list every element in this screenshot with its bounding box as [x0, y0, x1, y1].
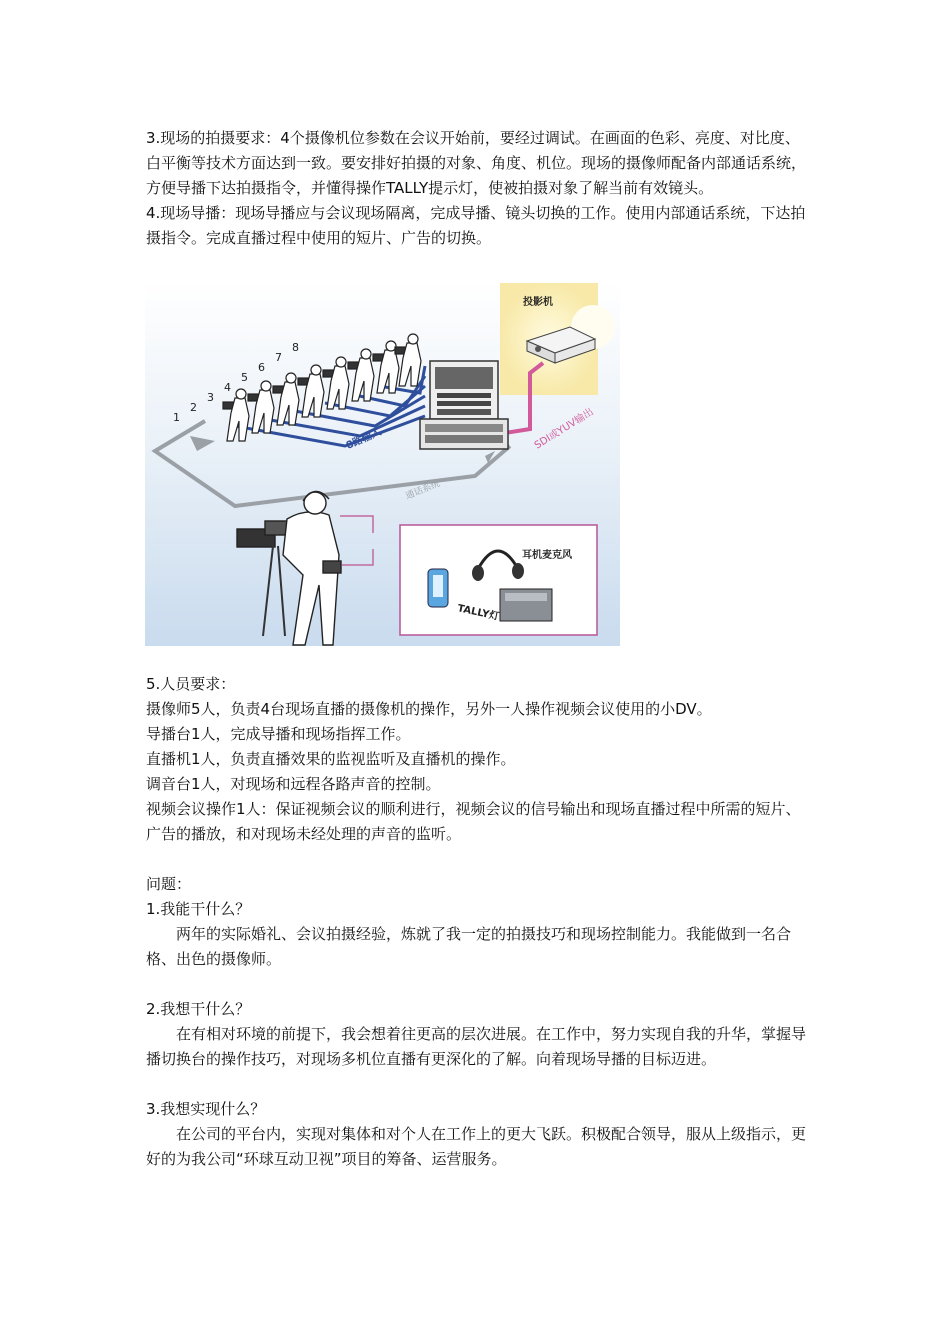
question-2: 2.我想干什么？ [146, 1000, 251, 1018]
paragraph-live-directing: 4.现场导播：现场导播应与会议现场隔离，完成导播、镜头切换的工作。使用内部通话系统，下达拍摄指令。完成直播过程中使用的短片、广告的切换。 [146, 204, 806, 247]
section-staff [146, 672, 808, 847]
staff-line-broadcast-machine: 直播机1人，负责直播效果的监视监听及直播机的操作。 [146, 750, 516, 768]
section-questions [146, 872, 808, 1172]
camera-number-5: 5 [241, 371, 248, 384]
diagram-svg [145, 281, 620, 646]
staff-line-cameramen: 摄像师5人，负责4台现场直播的摄像机的操作，另外一人操作视频会议使用的小DV。 [146, 700, 712, 718]
camera-number-2: 2 [190, 401, 197, 414]
camera-number-8: 8 [292, 341, 299, 354]
intercom-beltpack-icon [500, 589, 552, 621]
question-3: 3.我想实现什么？ [146, 1100, 266, 1118]
questions-heading: 问题： [146, 875, 192, 893]
input-label: 8路输入 [344, 426, 383, 452]
staff-line-video-conference: 视频会议操作1人：保证视频会议的顺利进行，视频会议的信号输出和现场直播过程中所需的短片、广告的播放，和对现场未经处理的声音的监听。 [146, 800, 801, 843]
camera-number-6: 6 [258, 361, 265, 374]
staff-line-mixer: 调音台1人，对现场和远程各路声音的控制。 [146, 775, 441, 793]
output-label: SDI或YUV输出 [532, 406, 596, 452]
staff-line-director: 导播台1人，完成导播和现场指挥工作。 [146, 725, 411, 743]
question-1: 1.我能干什么？ [146, 900, 251, 918]
live-broadcast-diagram [145, 281, 620, 646]
paragraph-shooting-requirements: 3.现场的拍摄要求：4个摄像机位参数在会议开始前，要经过调试。在画面的色彩、亮度、对比度、白平衡等技术方面达到一致。要安排好拍摄的对象、角度、机位。现场的摄像师配备内部通话系统，方便导播下达拍摄指令，并懂得操作TALLY提示灯，使被拍摄对象了解当前有效镜头。 [146, 129, 807, 197]
intercom-label: 通话系统 [404, 479, 442, 502]
switcher-rack-icon [420, 361, 508, 449]
section-top [146, 126, 808, 251]
tally-light-icon [428, 569, 448, 607]
answer-3: 在公司的平台内，实现对集体和对个人在工作上的更大飞跃。积极配合领导，服从上级指示，更好的为我公司“环球互动卫视”项目的筹备、运营服务。 [146, 1125, 807, 1168]
projector-label: 投影机 [523, 297, 553, 308]
headset-label: 耳机麦克风 [522, 550, 572, 561]
camera-number-4: 4 [224, 381, 231, 394]
answer-1: 两年的实际婚礼、会议拍摄经验，炼就了我一定的拍摄技巧和现场控制能力。我能做到一名合格、出色的摄像师。 [146, 925, 792, 968]
tally-label: TALLY灯 [456, 603, 500, 623]
staff-heading: 5.人员要求： [146, 675, 236, 693]
camera-number-1: 1 [173, 411, 180, 424]
answer-2: 在有相对环境的前提下，我会想着往更高的层次进展。在工作中，努力实现自我的升华，掌握导播切换台的操作技巧，对现场多机位直播有更深化的了解。向着现场导播的目标迈进。 [146, 1025, 807, 1068]
camera-number-3: 3 [207, 391, 214, 404]
camera-number-7: 7 [275, 351, 282, 364]
